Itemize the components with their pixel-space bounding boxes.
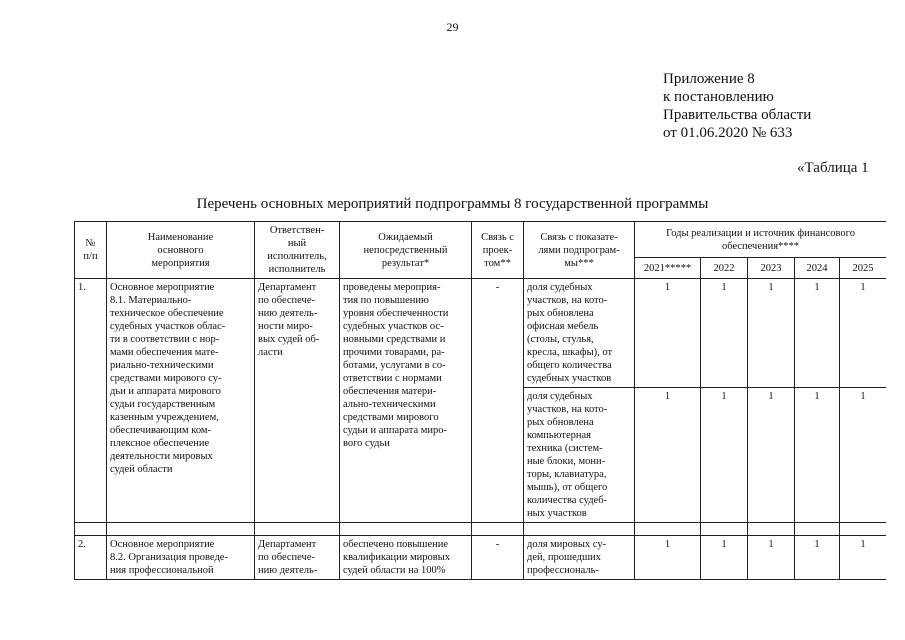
appendix-line: Приложение 8	[663, 71, 755, 87]
row-project-link: -	[472, 536, 524, 580]
row-measure-name: Основное мероприятие 8.2. Организация проведе- ния профессиональной	[107, 536, 255, 580]
spacer-cell	[255, 523, 340, 536]
spacer-cell	[107, 523, 255, 536]
appendix-line: от 01.06.2020 № 633	[663, 125, 793, 141]
page-number: 29	[446, 20, 459, 34]
row-year-value: 1	[635, 536, 701, 580]
row-year-value: 1	[795, 279, 840, 388]
row-measure-name: Основное мероприятие 8.1. Материально- техническое обеспечение судебных участков облас- ти в соответствии с нор- мами обеспечения мате- риально-техническими средствами мирового су- дьи и аппарата мирового судьи государственным казенным учреждением, обеспечивающим ком- плексное обеспечение деятельности мировых судей области	[107, 279, 255, 523]
spacer-cell	[748, 523, 795, 536]
header-row	[75, 222, 887, 258]
table-label: «Таблица 1	[797, 160, 869, 176]
row-year-value: 1	[748, 388, 795, 523]
header-year: 2021*****	[635, 258, 701, 279]
header-year: 2025	[840, 258, 887, 279]
appendix-block	[663, 70, 811, 142]
spacer-cell	[75, 523, 107, 536]
row-year-value: 1	[840, 388, 887, 523]
header-years-group: Годы реализации и источник финансового обеспечения****	[635, 222, 887, 258]
row-responsible: Департамент по обеспече- нию деятель-	[255, 536, 340, 580]
header-project-link: Связь с проек- том**	[472, 222, 524, 279]
table-spacer-row	[75, 523, 887, 536]
header-year: 2024	[795, 258, 840, 279]
spacer-cell	[635, 523, 701, 536]
row-year-value: 1	[748, 279, 795, 388]
table-row	[75, 536, 887, 580]
row-num: 1.	[75, 279, 107, 523]
appendix-line: к постановлению	[663, 89, 774, 105]
header-expected-result: Ожидаемый непосредственный результат*	[340, 222, 472, 279]
row-indicator: доля судебных участков, на кото- рых обновлена офисная мебель (столы, стулья, кресла, шкафы), от общего количества судебных участков	[524, 279, 635, 388]
row-year-value: 1	[635, 279, 701, 388]
document-title: Перечень основных мероприятий подпрограммы 8 государственной программы	[196, 196, 709, 212]
header-num: № п/п	[75, 222, 107, 279]
spacer-cell	[340, 523, 472, 536]
spacer-cell	[840, 523, 887, 536]
spacer-cell	[795, 523, 840, 536]
header-name: Наименование основного мероприятия	[107, 222, 255, 279]
spacer-cell	[524, 523, 635, 536]
row-num: 2.	[75, 536, 107, 580]
row-year-value: 1	[635, 388, 701, 523]
spacer-cell	[701, 523, 748, 536]
row-expected-result: обеспечено повышение квалификации мировых судей области на 100%	[340, 536, 472, 580]
spacer-cell	[472, 523, 524, 536]
row-year-value: 1	[748, 536, 795, 580]
row-year-value: 1	[795, 536, 840, 580]
row-year-value: 1	[701, 279, 748, 388]
measures-table	[74, 221, 886, 580]
header-year: 2023	[748, 258, 795, 279]
row-year-value: 1	[840, 536, 887, 580]
row-year-value: 1	[840, 279, 887, 388]
appendix-line: Правительства области	[663, 107, 812, 123]
header-responsible: Ответствен- ный исполнитель, исполнитель	[255, 222, 340, 279]
measures-table-container	[74, 221, 886, 640]
row-project-link: -	[472, 279, 524, 523]
header-indicator-link: Связь с показате- лями подпрограм- мы***	[524, 222, 635, 279]
table-row	[75, 279, 887, 388]
row-indicator: доля судебных участков, на кото- рых обновлена компьютерная техника (систем- ные блоки, мони- торы, клавиатура, мышь), от общего количества судеб- ных участков	[524, 388, 635, 523]
header-year: 2022	[701, 258, 748, 279]
row-year-value: 1	[701, 388, 748, 523]
row-responsible: Департамент по обеспече- нию деятель- ности миро- вых судей об- ласти	[255, 279, 340, 523]
row-indicator: доля мировых су- дей, прошедших профессиональ-	[524, 536, 635, 580]
row-year-value: 1	[701, 536, 748, 580]
row-year-value: 1	[795, 388, 840, 523]
row-expected-result: проведены мероприя- тия по повышению уровня обеспеченности судебных участков ос- новными средствами и прочими товарами, ра- ботами, услугами в со- ответствии с нормами обеспечения матери- ально-техническими средствами мирового судьи и аппарата миро- вого судьи	[340, 279, 472, 523]
